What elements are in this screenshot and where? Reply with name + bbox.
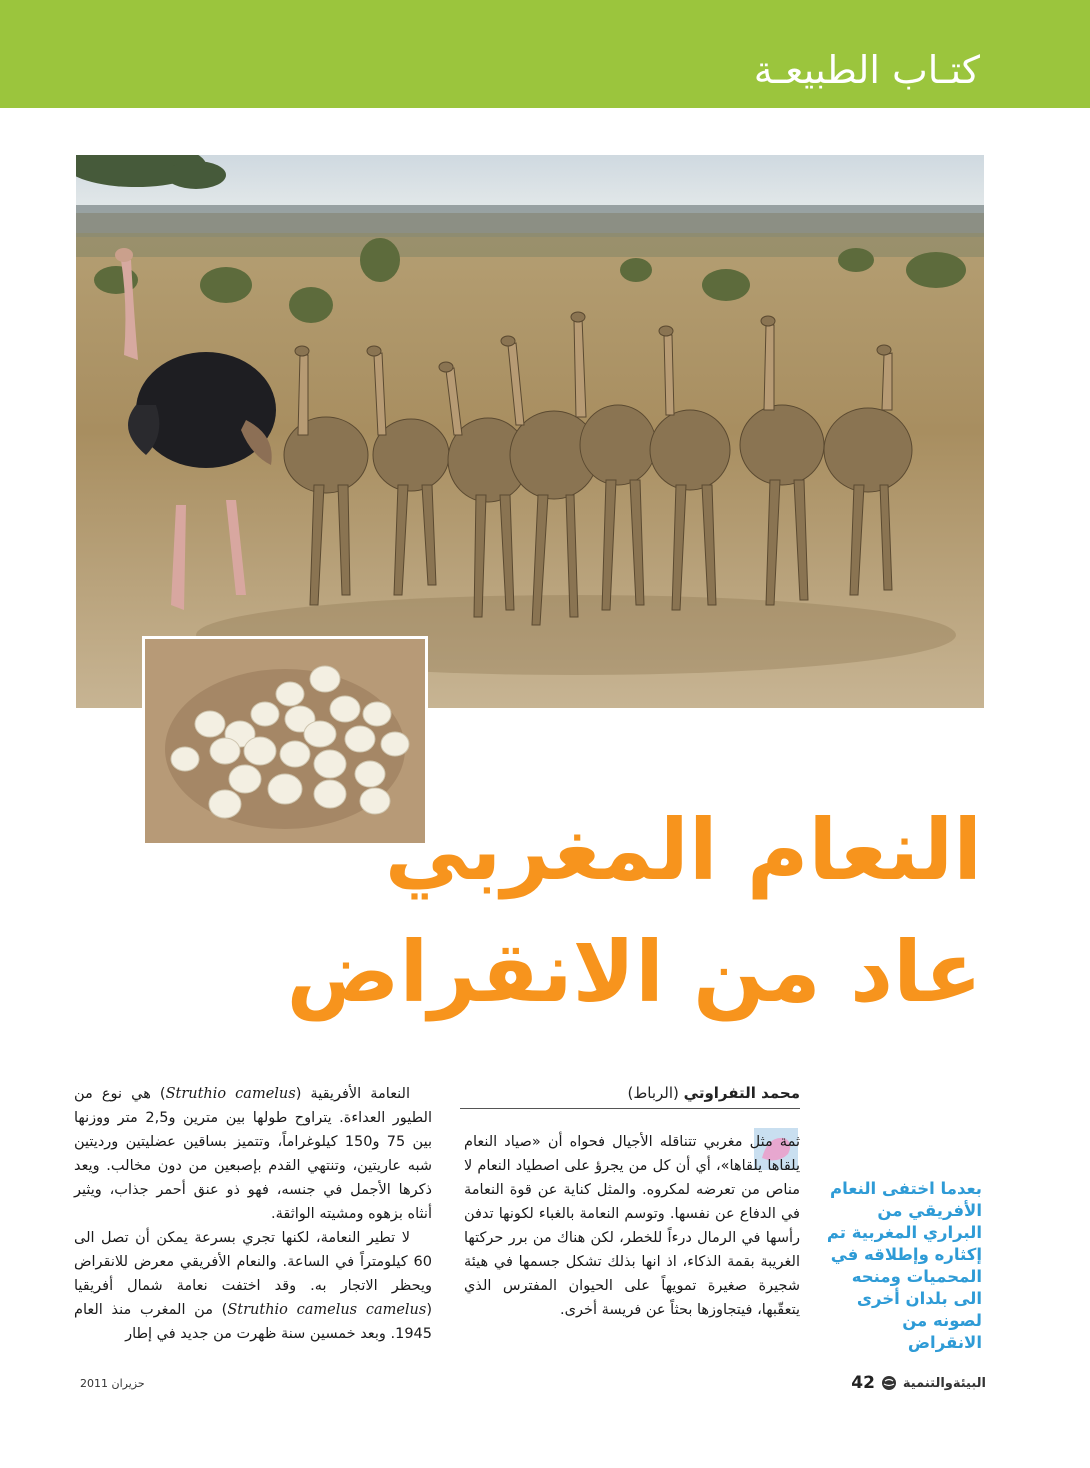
author-place: (الرباط) (627, 1084, 679, 1102)
magazine-name: البيئةوالتنمية (902, 1375, 986, 1391)
text-run: النعامة الأفريقية ( (295, 1086, 411, 1102)
byline-rule (460, 1108, 800, 1109)
latin-name: Struthio camelus (165, 1086, 296, 1102)
byline (460, 1084, 800, 1102)
headline-line2: عاد من الانقراض (286, 923, 982, 1021)
ostriches-savanna-photo (76, 155, 984, 708)
text-run: ) من المغرب منذ العام 1945. وبعد خمسين سنة ظهرت من جديد في إطار (74, 1302, 432, 1342)
article-column-left (74, 1082, 432, 1346)
article-column-middle (464, 1130, 800, 1322)
text-run: ) هي نوع من الطيور العداءة. يتراوح طولها بين مترين و2,5 متر ووزنها بين 75 و150 كيلوغراماً، وتتميز بساقين عضليتين ورديتين شبه عاريتين، وتنتهي القدم بإصبعين من دون مخالب. ويعد ذكرها الأجمل في جنسه، فهو ذو عنق أحمر جذاب، ويثير أنثاه بزهوه ومشيته الواثقة. (74, 1086, 432, 1222)
headline-line1: النعام المغربي (384, 801, 982, 899)
latin-name: Struthio camelus camelus (227, 1302, 427, 1318)
author-name: محمد التفراوتي (683, 1084, 800, 1102)
article-paragraph: ثمة مثل مغربي تتناقله الأجيال فحواه أن «صياد النعام يلقاها يلقاها»، أي أن كل من يجرؤ على اصطياد النعام لا مناص من تعرضه لمكروه. والمثل كناية عن قوة النعامة في الدفاع عن نفسها. وتوسم النعامة بالغباء لكونها تدفن رأسها في الرمال درءاً للخطر، لكن هناك من برر حركتها الغريبة بقمة الذكاء، اذ انها بذلك تشكل جسمها في هيئة شجيرة صغيرة تمويهاً على الحيوان المفترس الذي يتعقّبها، فيتجاوزها بحثاً عن فريسة أخرى. (464, 1134, 800, 1318)
text-run: لا تطير النعامة، لكنها تجري بسرعة يمكن أن تصل الى 60 كيلومتراً في الساعة. والنعام الأفريقي معرض للانقراض ويحظر الاتجار به. وقد اختفت نعامة شمال أفريقيا ( (74, 1230, 433, 1318)
article-paragraph (74, 1082, 432, 1226)
page-number: 42 (851, 1373, 875, 1393)
footer-folio (851, 1373, 986, 1393)
section-title: كتـاب الطبيعـة (753, 48, 980, 92)
article-paragraph (74, 1226, 432, 1346)
globe-icon (881, 1375, 897, 1391)
pull-quote: بعدما اختفى النعام الأفريقي من البراري المغربية تم إكثاره وإطلاقه في المحميات ومنحه الى بلدان أخرى لصونه من الانقراض (826, 1179, 982, 1352)
issue-date: حزيران 2011 (80, 1377, 145, 1390)
